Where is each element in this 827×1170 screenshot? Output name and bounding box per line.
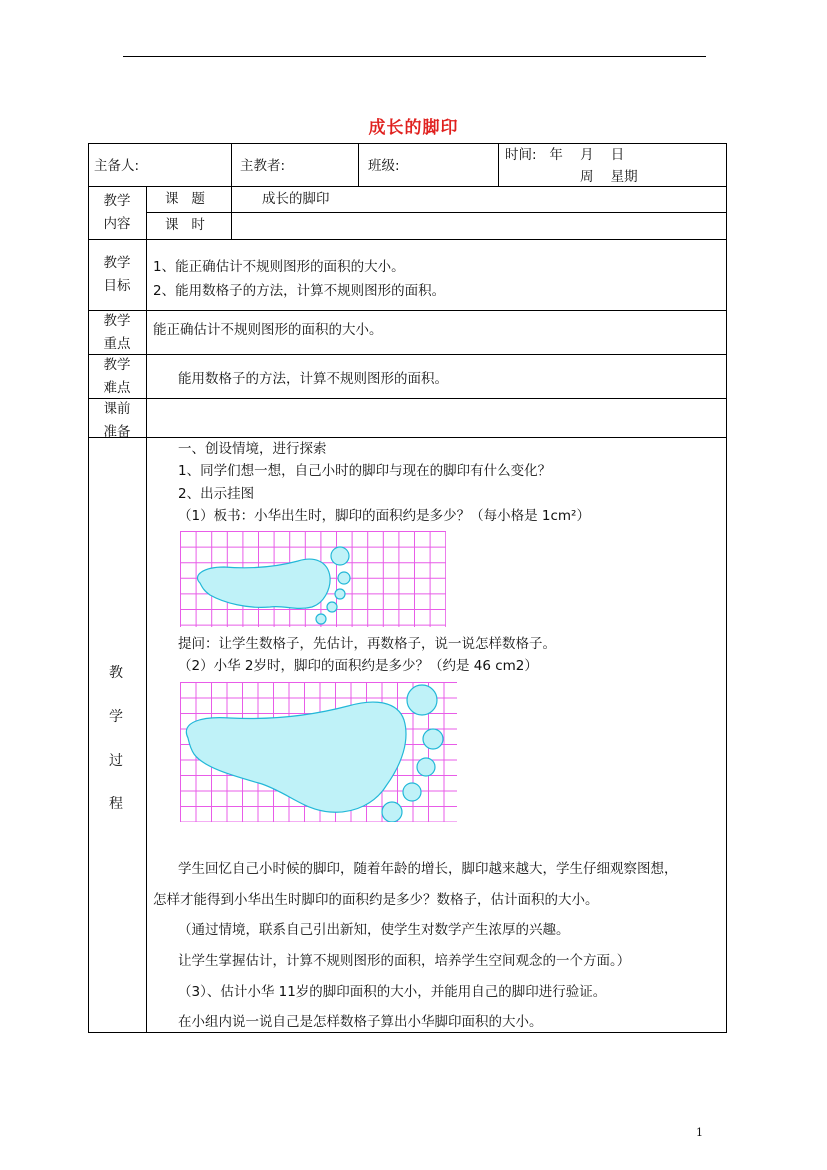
- table-rule: [358, 143, 359, 186]
- process-line: 2、出示挂图: [178, 486, 255, 502]
- process-line: 在小组内说一说自己是怎样数格子算出小华脚印面积的大小。: [178, 1014, 543, 1030]
- footprint-shape-large: [186, 685, 443, 822]
- table-rule: [88, 186, 727, 187]
- page-title: 成长的脚印: [368, 118, 459, 138]
- table-rule: [88, 310, 727, 311]
- footprint-grid-large: [180, 682, 457, 822]
- process-line: （3）、估计小华 11岁的脚印面积的大小，并能用自己的脚印进行验证。: [178, 984, 607, 1000]
- table-rule: [88, 239, 727, 240]
- process-line: 学生回忆自己小时候的脚印，随着年龄的增长，脚印越来越大，学生仔细观察图想，: [178, 861, 678, 877]
- process-line: 让学生掌握估计，计算不规则图形的面积，培养学生空间观念的一个方面。）: [178, 953, 631, 969]
- process-line: （2）小华 2岁时，脚印的面积约是多少？（约是 46 cm2）: [178, 658, 538, 674]
- table-rule: [88, 398, 727, 399]
- goal-item: 2、能用数格子的方法，计算不规则图形的面积。: [153, 283, 446, 299]
- process-line: 提问：让学生数格子，先估计，再数格子，说一说怎样数格子。: [178, 636, 556, 652]
- process-line: 一、创设情境，进行探索: [178, 441, 327, 457]
- goal-item: 1、能正确估计不规则图形的面积的大小。: [153, 259, 405, 275]
- weekday-label: 周 星期: [580, 169, 638, 185]
- difficulty-text: 能用数格子的方法，计算不规则图形的面积。: [178, 371, 448, 387]
- teacher-label: 主教者:: [240, 158, 286, 174]
- key-point-text: 能正确估计不规则图形的面积的大小。: [153, 322, 383, 338]
- process-label-char: 过: [109, 753, 123, 769]
- process-label-char: 教: [109, 665, 123, 681]
- period-label: 课 时: [165, 217, 205, 233]
- process-line: （通过情境，联系自己引出新知，使学生对数学产生浓厚的兴趣。: [178, 922, 570, 938]
- preparation-label: 课前 准备: [103, 401, 131, 440]
- table-rule: [231, 143, 232, 186]
- table-rule: [498, 143, 499, 186]
- process-label-char: 程: [109, 796, 123, 812]
- process-label-char: 学: [109, 709, 123, 725]
- topic-label: 课 题: [165, 191, 205, 207]
- table-rule: [146, 212, 727, 213]
- header-rule: [123, 56, 706, 57]
- content-label: 教学 内容: [103, 193, 131, 232]
- process-line: （1）板书：小华出生时，脚印的面积约是多少？（每小格是 1cm²）: [178, 508, 590, 524]
- footprint-grid-small: [180, 531, 446, 627]
- table-rule: [88, 354, 727, 355]
- process-line: 1、同学们想一想，自己小时的脚印与现在的脚印有什么变化？: [178, 463, 552, 479]
- date-label: 时间: 年 月 日: [505, 147, 625, 163]
- preparer-label: 主备人:: [94, 158, 140, 174]
- process-line: 怎样才能得到小华出生时脚印的面积约是多少？数格子，估计面积的大小。: [153, 892, 599, 908]
- goals-label: 教学 目标: [103, 255, 131, 294]
- key-point-label: 教学 重点: [103, 313, 131, 352]
- class-label: 班级:: [368, 158, 400, 174]
- difficulty-label: 教学 难点: [103, 357, 131, 396]
- table-rule: [88, 437, 727, 438]
- page-number: 1: [696, 1126, 703, 1139]
- topic-value: 成长的脚印: [262, 191, 330, 207]
- table-rule: [146, 186, 147, 1033]
- table-rule: [231, 186, 232, 239]
